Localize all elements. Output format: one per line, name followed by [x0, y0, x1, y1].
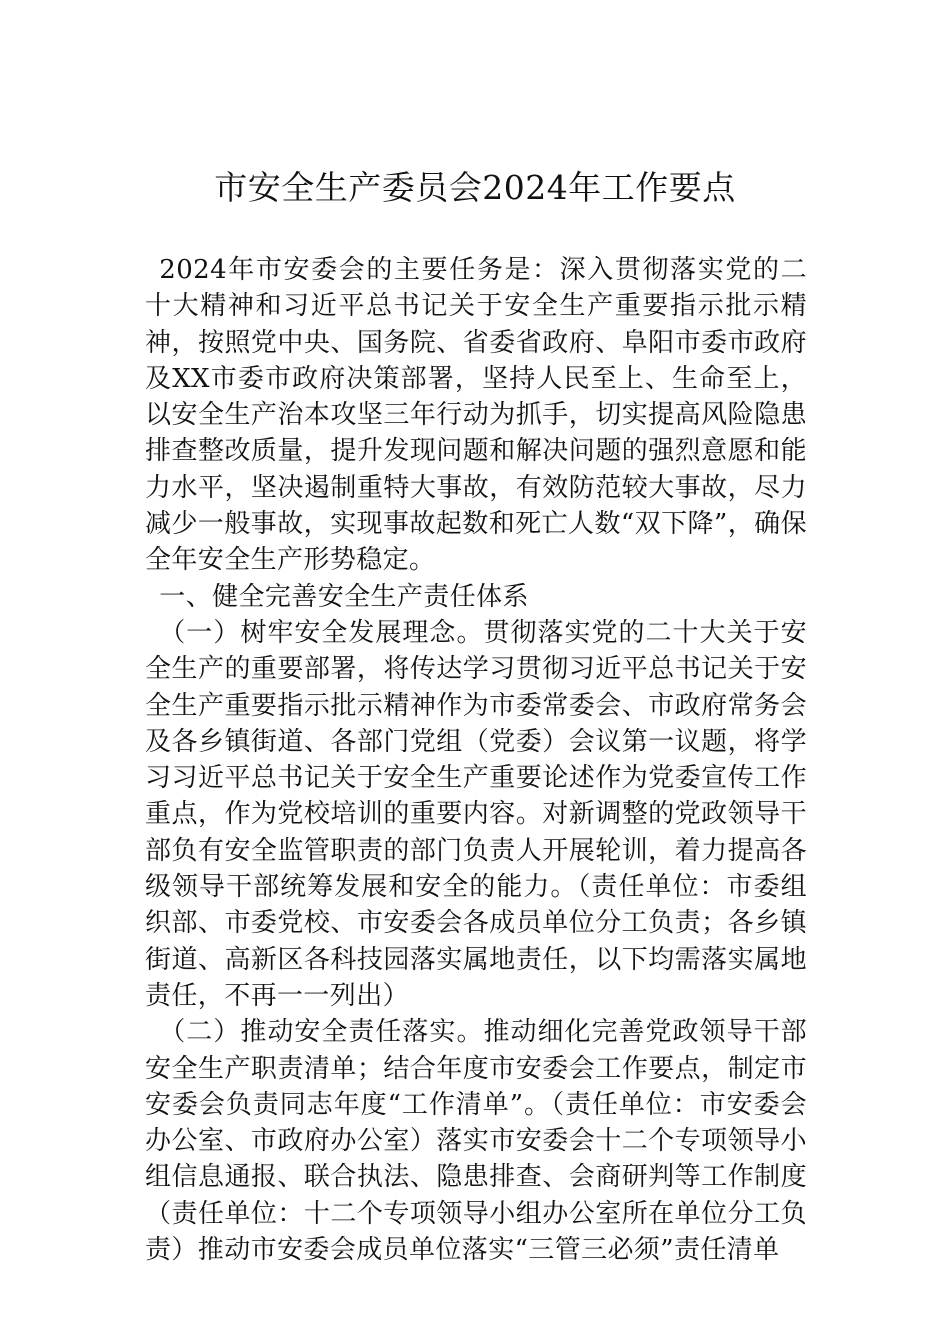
- item-paragraph-1: （一）树牢安全发展理念。贯彻落实党的二十大关于安全生产的重要部署，将传达学习贯彻习近平总书记关于安全生产重要指示批示精神作为市委常委会、市政府常务会及各乡镇街道、各部门党组（党委）会议第一议题，将学习习近平总书记关于安全生产重要论述作为党委宣传工作重点，作为党校培训的重要内容。对新调整的党政领导干部负有安全监管职责的部门负责人开展轮训，着力提高各级领导干部统筹发展和安全的能力。（责任单位：市委组织部、市委党校、市安委会各成员单位分工负责；各乡镇街道、高新区各科技园落实属地责任，以下均需落实属地责任，不再一一列出）: [145, 617, 807, 1011]
- item-paragraph-2: （二）推动安全责任落实。推动细化完善党政领导干部安全生产职责清单；结合年度市安委会工作要点，制定市安委会负责同志年度“工作清单”。（责任单位：市安委会办公室、市政府办公室）落实市安委会十二个专项领导小组信息通报、联合执法、隐患排查、会商研判等工作制度（责任单位：十二个专项领导小组办公室所在单位分工负责）推动市安委会成员单位落实“三管三必须”责任清单: [145, 1017, 807, 1266]
- document-title: 市安全生产委员会2024年工作要点: [214, 168, 736, 207]
- section-heading-1: 一、健全完善安全生产责任体系: [159, 581, 529, 612]
- intro-paragraph: 2024年市安委会的主要任务是：深入贯彻落实党的二十大精神和习近平总书记关于安全生产重要指示批示精神，按照党中央、国务院、省委省政府、阜阳市委市政府及XX市委市政府决策部署，坚持人民至上、生命至上，以安全生产治本攻坚三年行动为抓手，切实提高风险隐患排查整改质量，提升发现问题和解决问题的强烈意愿和能力水平，坚决遏制重特大事故，有效防范较大事故，尽力减少一般事故，实现事故起数和死亡人数“双下降”，确保全年安全生产形势稳定。: [145, 255, 807, 576]
- document-body: [145, 252, 807, 1268]
